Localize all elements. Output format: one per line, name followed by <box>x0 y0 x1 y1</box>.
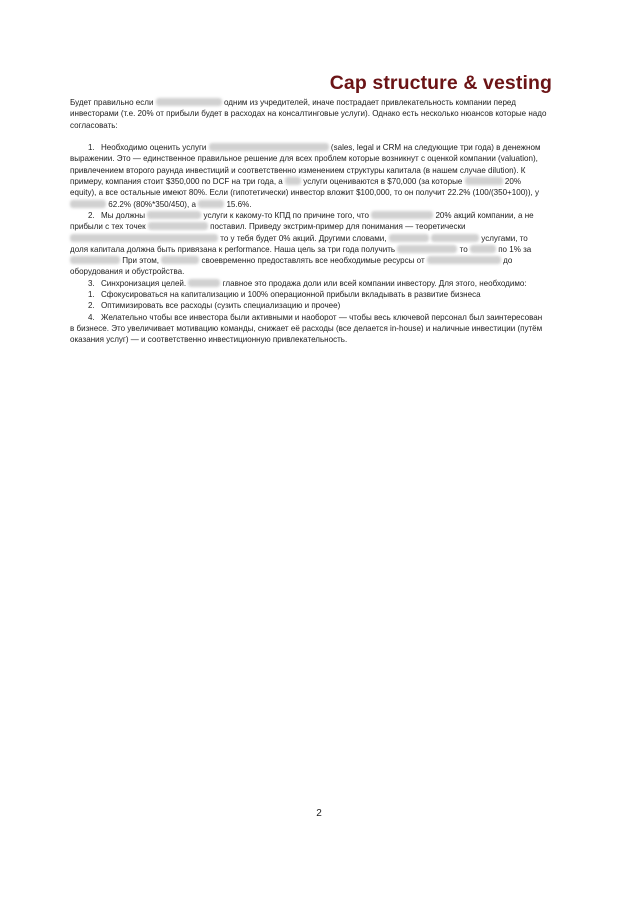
text-segment: услуги к какому-то КПД по причине того, что <box>203 210 369 220</box>
list-number: 1. <box>88 290 95 300</box>
redacted-text <box>465 177 503 185</box>
redacted-text <box>397 245 457 253</box>
redacted-text <box>156 98 222 106</box>
redacted-text <box>431 234 479 242</box>
text-segment: до оборудования и обустройства. <box>70 256 513 277</box>
redacted-text <box>285 177 301 185</box>
redacted-text <box>70 234 218 242</box>
text-segment: 20% equity), а все остальные имеют 80%. Если (гипотетически) инвестор вложит $100,000, то он получит 22.2% (100/(350+100)), у <box>70 177 540 198</box>
text-segment: Оптимизировать все расходы (сузить специализацию и прочее) <box>101 301 341 311</box>
text-segment: главное это продажа доли или всей компании инвестору. Для этого, необходимо: <box>222 278 527 288</box>
list-number: 2. <box>88 301 95 311</box>
text-segment: то у тебя будет 0% акций. Другими словами, <box>220 233 387 243</box>
paragraph-gap <box>70 131 548 142</box>
document-body <box>70 97 548 346</box>
sub-list-item <box>70 312 548 346</box>
text-segment: Желательно чтобы все инвестора были активными и наоборот — чтобы весь ключевой персонал был заинтересован в бизнесе. Это увеличивает мотивацию команды, снижает её расходы (все делается in-house) и наличные инвестиции (путём оказания услуг) — и соответственно инвестиционную привлекательность. <box>70 312 543 345</box>
redacted-text <box>198 200 224 208</box>
redacted-text <box>371 211 433 219</box>
redacted-text <box>161 256 199 264</box>
redacted-text <box>470 245 496 253</box>
text-segment: Необходимо оценить услуги <box>101 143 207 153</box>
text-segment: Синхронизация целей. <box>101 278 187 288</box>
redacted-text <box>389 234 429 242</box>
page-title: Cap structure & vesting <box>329 72 552 94</box>
sub-list-item <box>70 289 548 300</box>
text-segment: Сфокусироваться на капитализацию и 100% операционной прибыли вкладывать в развитие бизнеса <box>101 290 481 300</box>
redacted-text <box>209 143 329 151</box>
text-segment: то <box>459 244 468 254</box>
list-item-1 <box>70 142 548 210</box>
text-segment: своевременно предоставлять все необходимые ресурсы от <box>201 256 425 266</box>
text-segment: поставил. Приведу экстрим-пример для понимания — теоретически <box>210 222 466 232</box>
page-number: 2 <box>316 808 322 819</box>
intro-paragraph <box>70 97 548 131</box>
text-segment: 62.2% (80%*350/450), а <box>108 199 196 209</box>
redacted-text <box>148 222 208 230</box>
text-segment: Мы должны <box>101 210 146 220</box>
list-number: 1. <box>88 143 95 153</box>
text-segment: 15.6%. <box>226 199 252 209</box>
redacted-text <box>70 256 120 264</box>
list-item-2 <box>70 210 548 278</box>
list-number: 3. <box>88 278 95 288</box>
text-segment: (sales, legal и CRM на следующие три года) в денежном выражении. Это — единственное правильное решение для всех проблем которые возникнут с оценкой компании (valuation), привлечением второго раунда инвестиций и соответственно изменением структуры капитала (в нашем случае dilution). К примеру, компания стоит $350,000 по DCF на три года, а <box>70 143 541 187</box>
text-segment: одним из учредителей, иначе пострадает привлекательность компании перед инвесторами (т.е. 20% от прибыли будет в расходах на консалтинговые услуги). Однако есть несколько нюансов которые надо согласовать: <box>70 98 547 130</box>
text-segment: Будет правильно если <box>70 98 154 107</box>
text-segment: по 1% за <box>498 244 532 254</box>
redacted-text <box>188 279 220 287</box>
redacted-text <box>70 200 106 208</box>
list-number: 2. <box>88 210 95 220</box>
list-item-3 <box>70 278 548 289</box>
redacted-text <box>427 256 501 264</box>
redacted-text <box>147 211 201 219</box>
list-number: 4. <box>88 312 95 322</box>
text-segment: услугами, то доля капитала должна быть привязана к performance. Наша цель за три года получить <box>70 233 528 254</box>
text-segment: услуги оцениваются в $70,000 (за которые <box>303 177 463 187</box>
text-segment: При этом, <box>122 256 160 266</box>
sub-list-item <box>70 300 548 311</box>
text-segment: 20% акций компании, а не прибыли с тех точек <box>70 210 534 232</box>
